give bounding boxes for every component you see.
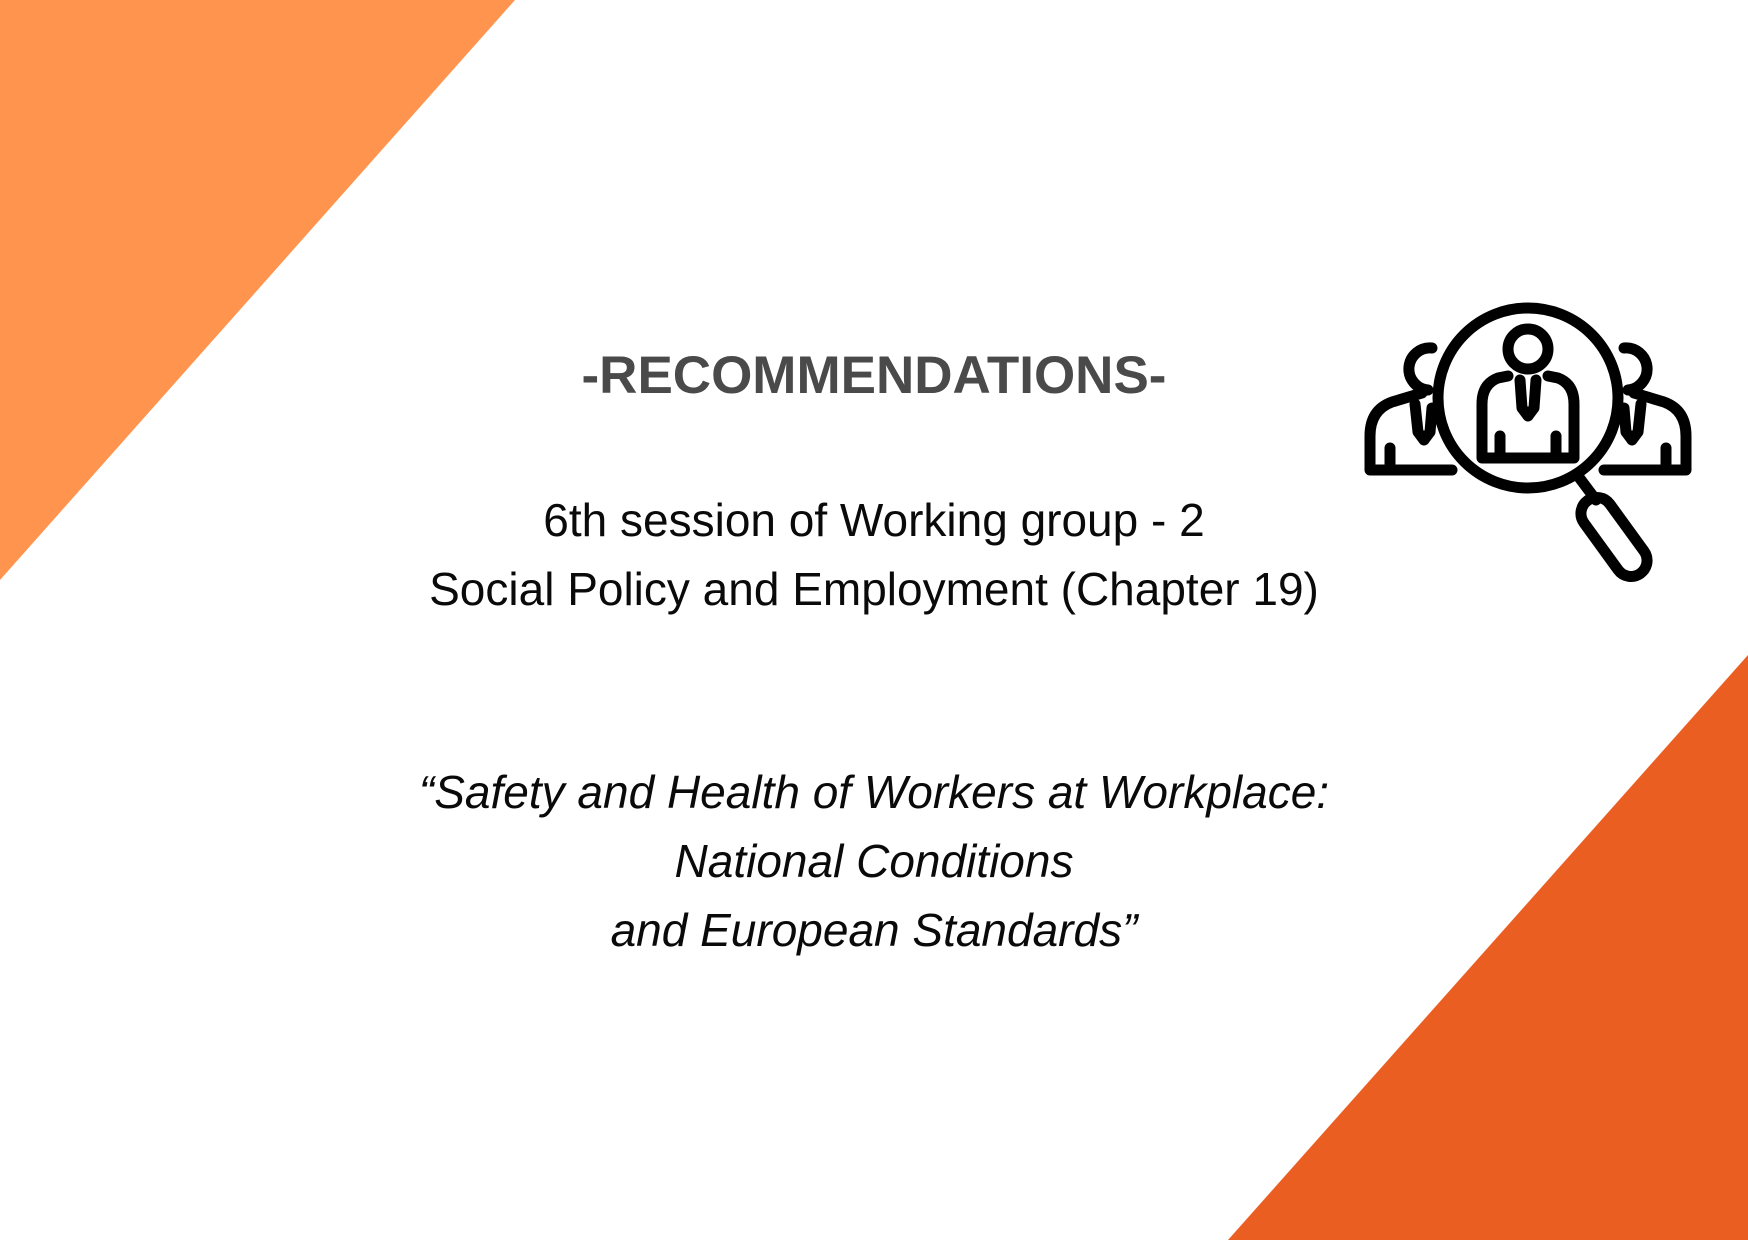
center-person-icon (1482, 329, 1574, 458)
quote-line-3: and European Standards” (610, 904, 1138, 956)
people-search-magnifier-icon (1360, 296, 1696, 594)
session-line-working-group: 6th session of Working group - 2 (543, 494, 1205, 546)
session-line-chapter: Social Policy and Employment (Chapter 19) (429, 563, 1319, 615)
quote-line-1: “Safety and Health of Workers at Workplace: (418, 766, 1330, 818)
quote-line-2: National Conditions (674, 835, 1074, 887)
topic-quote (0, 758, 1748, 965)
magnifier-handle (1575, 491, 1654, 583)
page-heading: -RECOMMENDATIONS- (581, 346, 1167, 405)
